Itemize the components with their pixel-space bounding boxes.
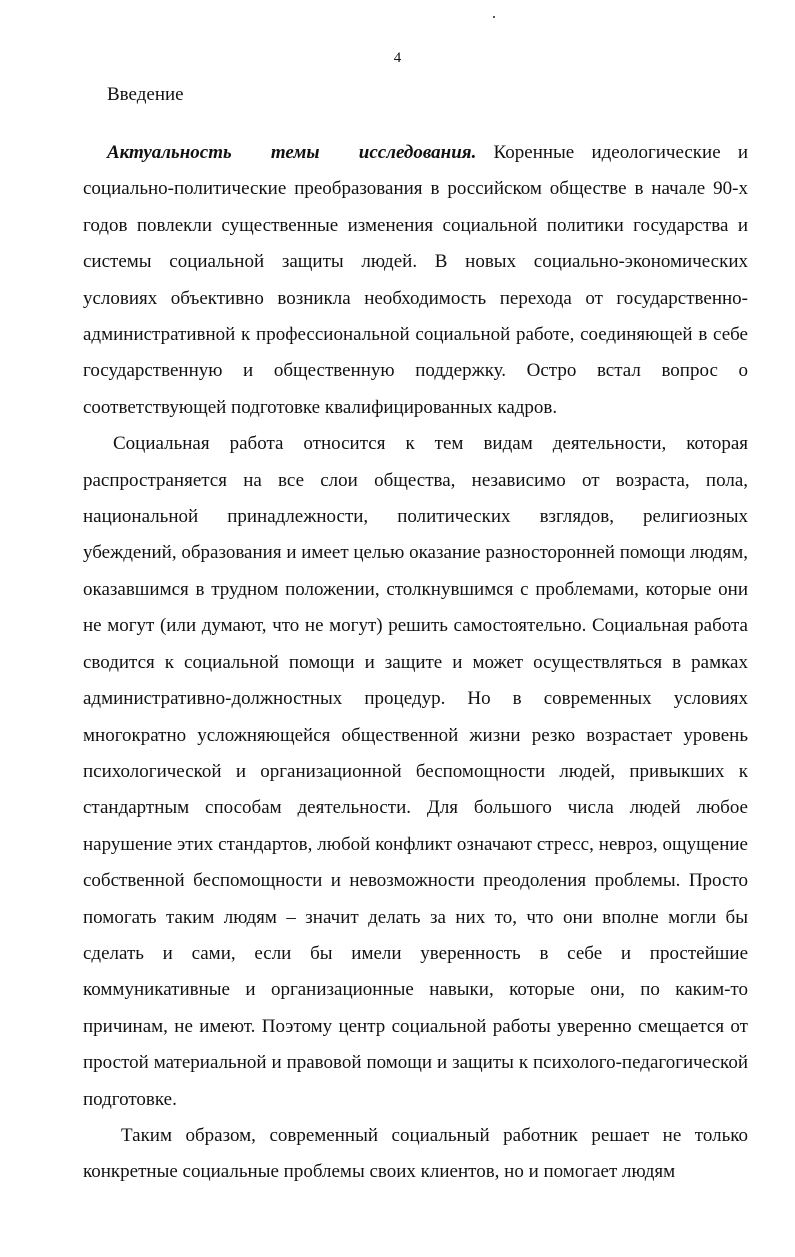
section-title: Введение bbox=[107, 84, 184, 105]
paragraph-relevance bbox=[83, 135, 748, 426]
paragraph-conclusion: Таким образом, современный социальный работник решает не только конкретные социальные проблемы своих клиентов, но и помогает людям bbox=[83, 1124, 748, 1183]
body-text bbox=[83, 135, 748, 1191]
paragraph-social-work: Социальная работа относится к тем видам деятельности, которая распространяется на все слои общества, независимо от возраста, пола, национальной принадлежности, политических взглядов, религиозных убеждений, образования и имеет целью оказание разносторонней помощи людям, оказавшимся в трудном положении, столкнувшимся с проблемами, которые они не могут (или думают, что не могут) решить самостоятельно. Социальная работа сводится к социальной помощи и защите и может осуществляться в рамках административно-должностных процедур. Но в современных условиях многократно усложняющейся общественной жизни резко возрастает уровень психологической и организационной беспомощности людей, привыкших к стандартным способам деятельности. Для большого числа людей любое нарушение этих стандартов, любой конфликт означают стресс, невроз, ощущение собственной беспомощности и невозможности преодоления проблемы. Просто помогать таким людям – значит делать за них то, что они вполне могли бы сделать и сами, если бы имели уверенность в себе и простейшие коммуникативные и организационные навыки, которые они, по каким-то причинам, не имеют. Поэтому центр социальной работы уверенно смещается от простой материальной и правовой помощи и защиты к психолого-педагогической подготовке. bbox=[83, 433, 748, 1110]
paragraph-text: Коренные идеологические и социально-политические преобразования в российском обществе в начале 90-х годов повлекли существенные изменения социальной политики государства и системы социальной защиты людей. В новых социально-экономических условиях объективно возникла необходимость перехода от государственно-административной к профессиональной социальной работе, соединяющей в себе государственную и общественную поддержку. Остро встал вопрос о соответствующей подготовке квалифицированных кадров. bbox=[83, 142, 748, 418]
scan-dot-mark bbox=[493, 16, 495, 18]
paragraph-lead: Актуальность темы исследования. bbox=[107, 142, 477, 163]
page-number: 4 bbox=[393, 50, 402, 66]
